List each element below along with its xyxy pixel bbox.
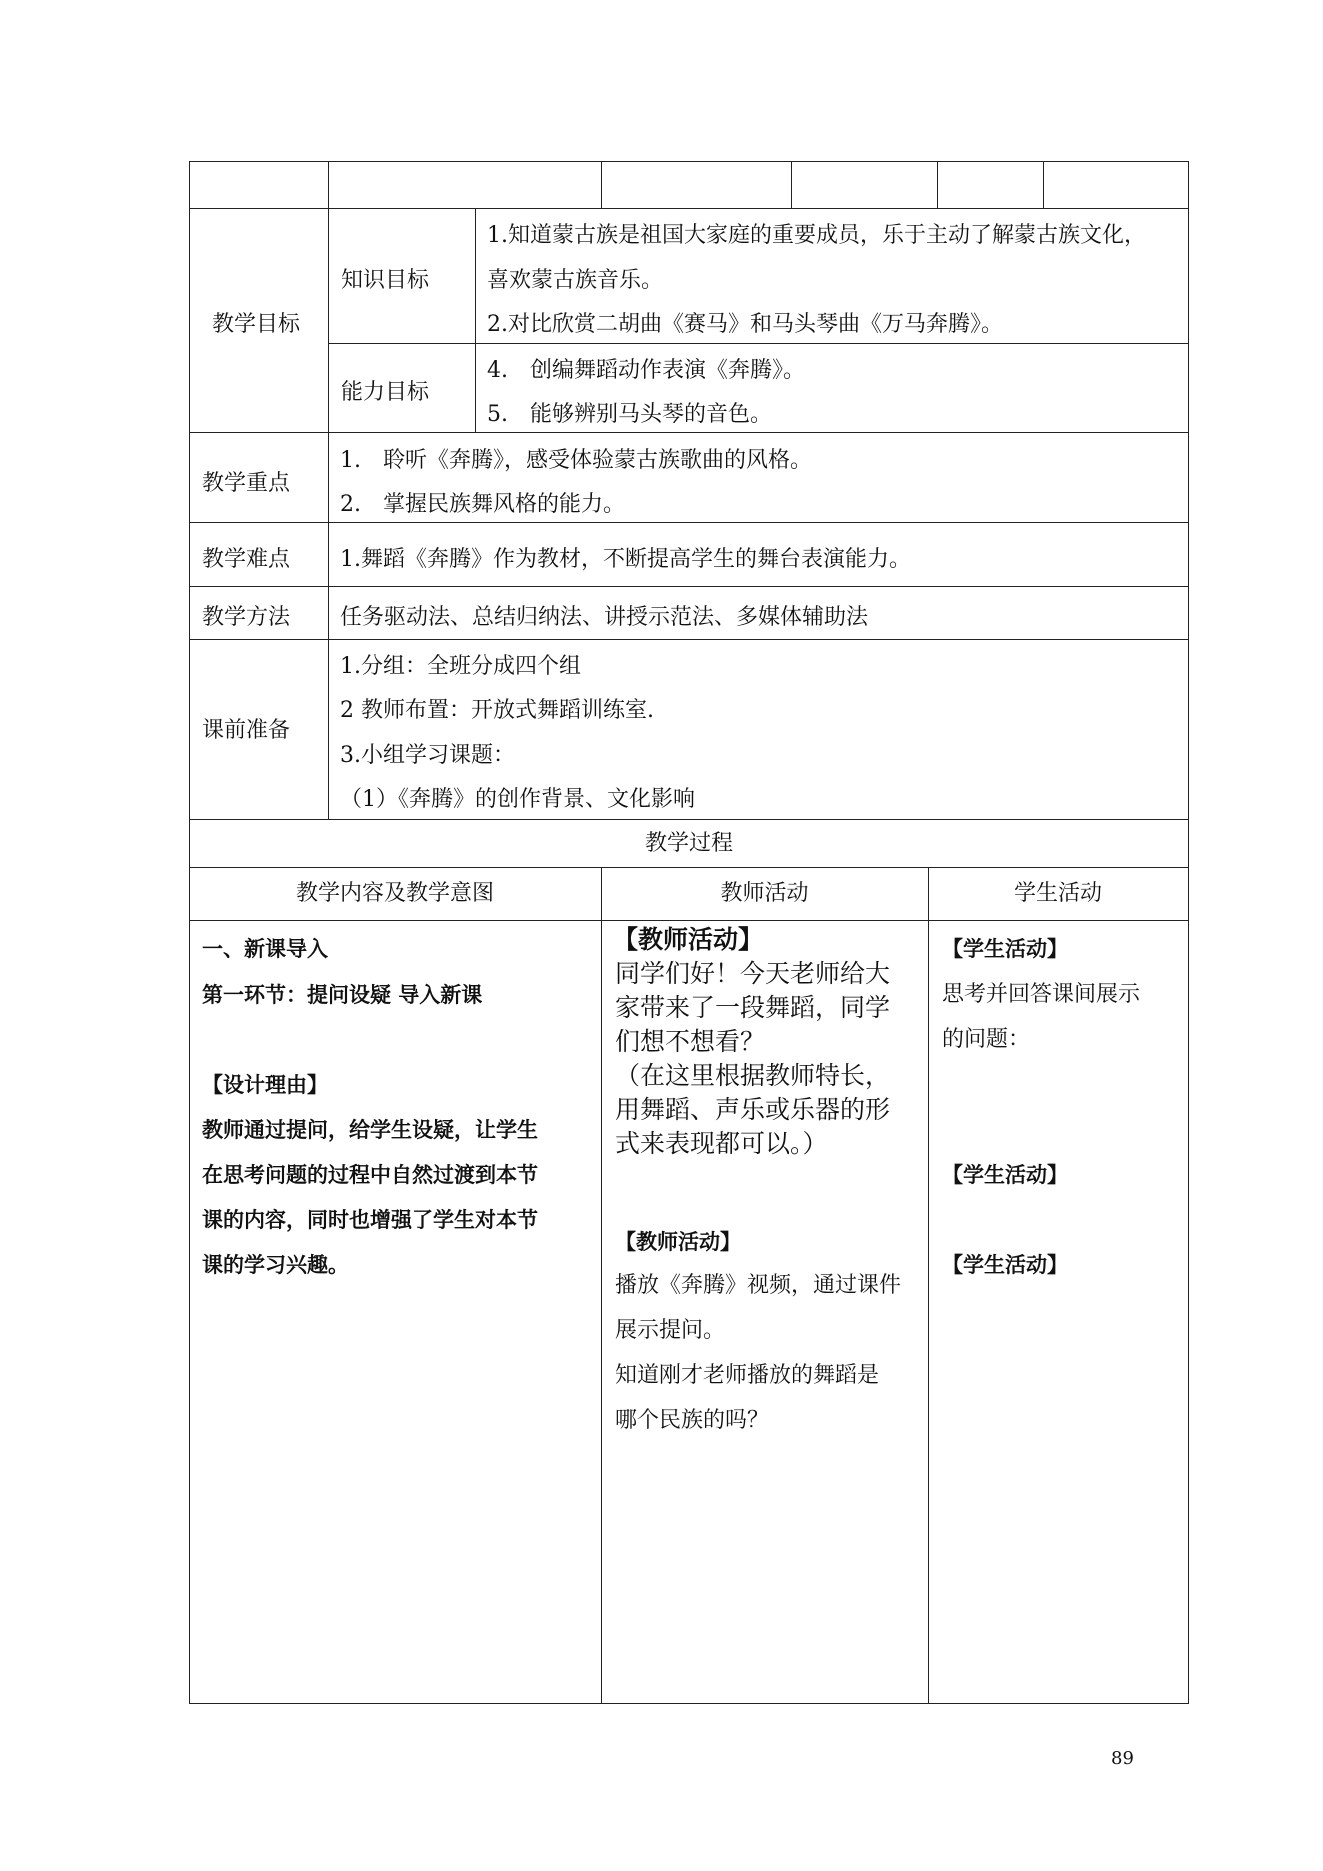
- content-line-2: 第一环节：提问设疑 导入新课: [202, 983, 483, 1007]
- table-border: [928, 867, 929, 1703]
- preparation-line-2: 2 教师布置：开放式舞蹈训练室.: [340, 698, 654, 723]
- process-header-content: 教学内容及教学意图: [295, 881, 494, 906]
- teacher-para2-line-1: 播放《奔腾》视频，通过课件: [615, 1273, 902, 1298]
- teacher-para1-line-3: 们想不想看？: [615, 1027, 766, 1056]
- content-line-3: 【设计理由】: [202, 1073, 328, 1097]
- table-border: [791, 161, 792, 208]
- knowledge-objective-line-1: 1.知道蒙古族是祖国大家庭的重要成员，乐于主动了解蒙古族文化，: [487, 223, 1146, 248]
- preparation-line-3: 3.小组学习课题：: [340, 743, 515, 768]
- teacher-para1-line-6: 式来表现都可以。）: [615, 1129, 828, 1158]
- teacher-para1-line-2: 家带来了一段舞蹈，同学: [615, 993, 891, 1022]
- table-border: [189, 161, 190, 1703]
- content-line-5: 在思考问题的过程中自然过渡到本节: [202, 1163, 538, 1187]
- difficulties-text: 1.舞蹈《奔腾》作为教材，不断提高学生的舞台表演能力。: [340, 547, 911, 572]
- teacher-heading-1: 【教师活动】: [613, 925, 764, 954]
- content-line-1: 一、新课导入: [202, 937, 328, 961]
- process-header-student: 学生活动: [1013, 881, 1102, 906]
- table-border: [601, 161, 602, 208]
- teacher-para1-line-1: 同学们好！今天老师给大: [615, 959, 891, 988]
- teacher-para1-line-4: （在这里根据教师特长，: [615, 1061, 891, 1090]
- table-border: [189, 1703, 1189, 1704]
- key-point-line-1: 1. 聆听《奔腾》，感受体验蒙古族歌曲的风格。: [340, 448, 812, 473]
- table-border: [1043, 161, 1044, 208]
- table-border: [189, 432, 1189, 433]
- ability-objective-label: 能力目标: [341, 380, 430, 405]
- table-border: [189, 161, 1189, 162]
- teacher-para2-line-2: 展示提问。: [615, 1318, 726, 1343]
- difficulties-label: 教学难点: [202, 547, 291, 572]
- teacher-para2-line-3: 知道刚才老师播放的舞蹈是: [615, 1363, 880, 1388]
- content-line-6: 课的内容，同时也增强了学生对本节: [202, 1208, 538, 1232]
- table-border: [475, 208, 476, 432]
- methods-text: 任务驱动法、总结归纳法、讲授示范法、多媒体辅助法: [340, 605, 869, 630]
- table-border: [601, 867, 602, 1703]
- content-line-4: 教师通过提问，给学生设疑，让学生: [202, 1118, 538, 1142]
- ability-objective-line-2: 5. 能够辨别马头琴的音色。: [487, 402, 772, 427]
- teacher-para1-line-5: 用舞蹈、声乐或乐器的形: [615, 1095, 891, 1124]
- knowledge-objective-line-2: 喜欢蒙古族音乐。: [487, 268, 664, 293]
- student-heading-1: 【学生活动】: [942, 937, 1068, 961]
- table-border: [189, 586, 1189, 587]
- process-title: 教学过程: [644, 831, 733, 856]
- table-border: [189, 639, 1189, 640]
- student-heading-3: 【学生活动】: [942, 1253, 1068, 1277]
- student-heading-2: 【学生活动】: [942, 1163, 1068, 1187]
- table-border: [328, 343, 1189, 344]
- key-points-label: 教学重点: [202, 471, 291, 496]
- table-border: [189, 819, 1189, 820]
- knowledge-objective-label: 知识目标: [341, 268, 430, 293]
- student-para1-line-1: 思考并回答课间展示: [942, 982, 1141, 1007]
- table-border: [328, 161, 329, 819]
- preparation-line-1: 1.分组：全班分成四个组: [340, 654, 581, 679]
- preparation-label: 课前准备: [202, 718, 291, 743]
- objectives-label: 教学目标: [212, 312, 301, 337]
- table-border: [189, 867, 1189, 868]
- student-para1-line-2: 的问题：: [942, 1027, 1031, 1052]
- key-point-line-2: 2. 掌握民族舞风格的能力。: [340, 492, 625, 517]
- knowledge-objective-line-3: 2.对比欣赏二胡曲《赛马》和马头琴曲《万马奔腾》。: [487, 312, 1003, 337]
- ability-objective-line-1: 4. 创编舞蹈动作表演《奔腾》。: [487, 358, 805, 383]
- table-border: [189, 920, 1189, 921]
- process-header-teacher: 教师活动: [720, 881, 809, 906]
- preparation-line-4: （1）《奔腾》的创作背景、文化影响: [340, 787, 695, 812]
- table-border: [937, 161, 938, 208]
- table-border: [189, 522, 1189, 523]
- content-line-7: 课的学习兴趣。: [202, 1253, 349, 1277]
- table-border: [1188, 161, 1189, 1703]
- page-number: 89: [1111, 1748, 1134, 1769]
- table-border: [189, 208, 1189, 209]
- methods-label: 教学方法: [202, 605, 291, 630]
- teacher-para2-line-4: 哪个民族的吗？: [615, 1408, 770, 1433]
- teacher-heading-2: 【教师活动】: [615, 1230, 741, 1254]
